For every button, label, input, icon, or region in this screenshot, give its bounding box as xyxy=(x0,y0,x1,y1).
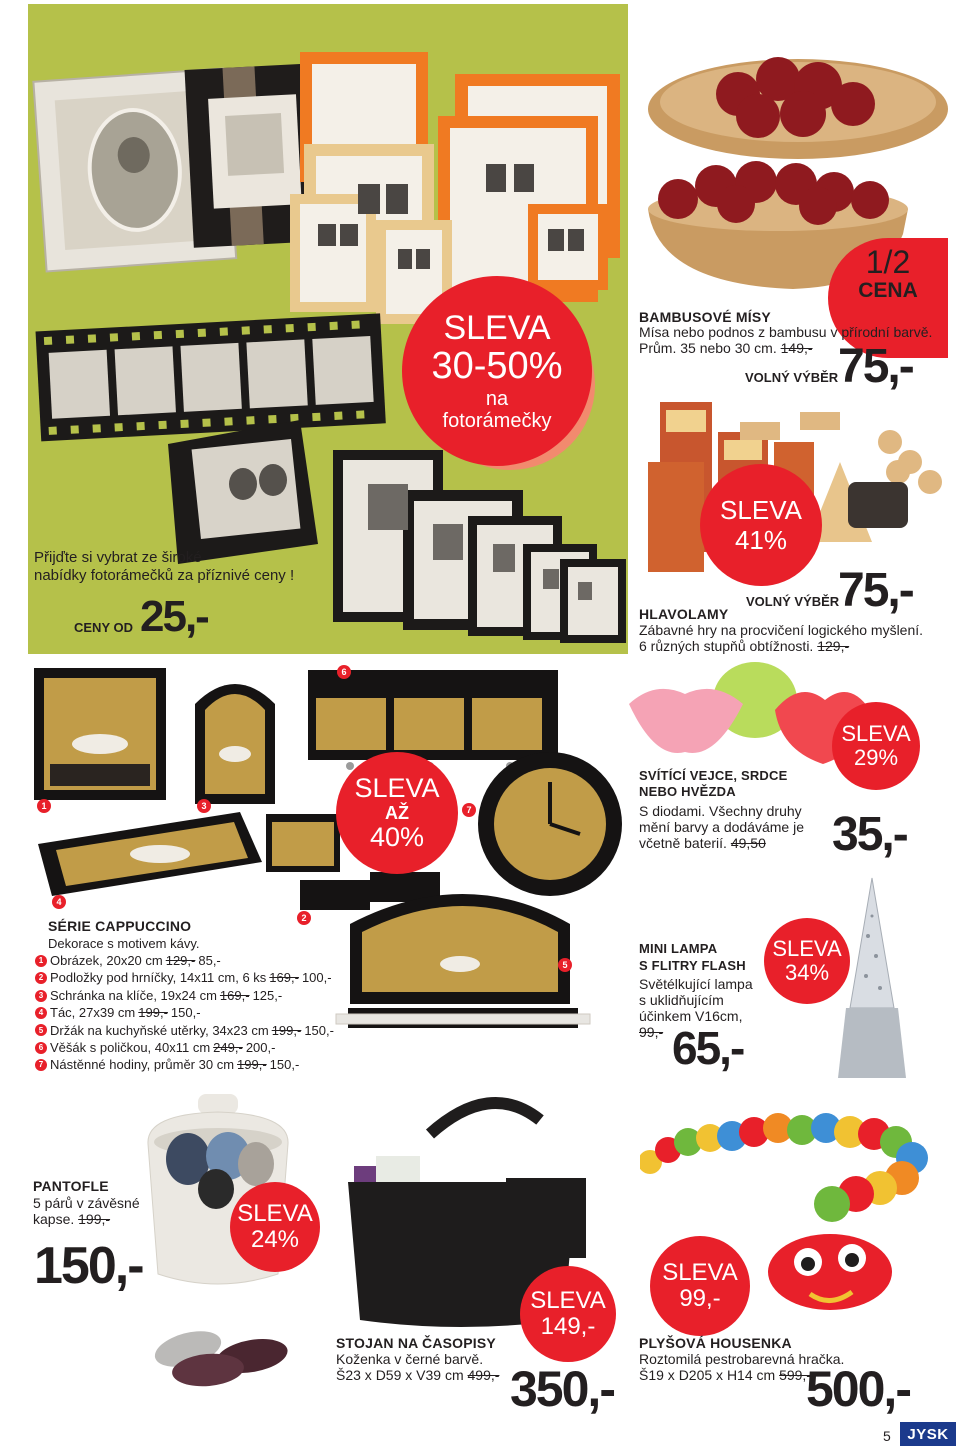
cappuccino-item-list xyxy=(35,952,334,1074)
cappuccino-title: SÉRIE CAPPUCCINO xyxy=(48,918,192,934)
bowls-price-prefix: VOLNÝ VÝBĚR xyxy=(745,370,839,385)
caterpillar-old-price: 599,- xyxy=(779,1367,811,1383)
bowls-old-price: 149,- xyxy=(780,340,813,356)
slippers-title: PANTOFLE xyxy=(33,1178,109,1194)
slippers-discount-badge: SLEVA 24% xyxy=(230,1182,320,1272)
magazine-old-price: 499,- xyxy=(467,1367,500,1383)
cappuccino-marker-7: 7 xyxy=(462,803,476,817)
cappuccino-marker-1: 1 xyxy=(37,799,51,813)
cappuccino-marker-3: 3 xyxy=(197,799,211,813)
puzzles-description: Zábavné hry na procvičení logického myšlení. 6 různých stupňů obtížnosti. 129,- xyxy=(639,622,924,654)
eggs-price: 35,- xyxy=(832,808,907,861)
puzzles-price: 75,- xyxy=(838,564,913,617)
jysk-logo: JYSK xyxy=(900,1422,956,1446)
cappuccino-item: 2 Podložky pod hrníčky, 14x11 cm, 6 ks 169,- 100,- xyxy=(35,969,334,986)
eggs-title: SVÍTÍCÍ VEJCE, SRDCE NEBO HVĚZDA xyxy=(639,768,788,799)
eggs-old-price: 49,50 xyxy=(730,835,766,851)
page-number: 5 xyxy=(883,1428,891,1444)
cappuccino-item: 1 Obrázek, 20x20 cm 129,- 85,- xyxy=(35,952,334,969)
lamp-description: Světélkující lampa s uklidňujícím účinkem V16cm, 99,- xyxy=(639,976,753,1040)
cappuccino-item: 4 Tác, 27x39 cm 199,- 150,- xyxy=(35,1004,334,1021)
magazine-desc-line2: Š23 x D59 x V39 cm 499,- xyxy=(336,1367,500,1383)
cappuccino-item: 5 Držák na kuchyňské utěrky, 34x23 cm 199,- 150,- xyxy=(35,1022,334,1039)
puzzles-desc-line2: 6 různých stupňů obtížnosti. 129,- xyxy=(639,638,850,654)
magazine-price: 350,- xyxy=(510,1361,614,1417)
cappuccino-item: 3 Schránka na klíče, 19x24 cm 169,- 125,- xyxy=(35,987,334,1004)
slippers-desc-line2: kapse. 199,- xyxy=(33,1211,111,1227)
caterpillar-desc-line2: Š19 x D205 x H14 cm 599,- xyxy=(639,1367,811,1383)
frames-description: Přijďte si vybrat ze široké nabídky fotorámečků za příznivé ceny ! xyxy=(34,549,295,584)
slippers-old-price: 199,- xyxy=(78,1211,111,1227)
eggs-desc-line3: včetně baterií. 49,50 xyxy=(639,835,766,851)
lamp-title: MINI LAMPA S FLITRY FLASH xyxy=(639,941,746,973)
puzzles-discount-badge: SLEVA 41% xyxy=(700,464,822,586)
lamp-discount-badge: SLEVA 34% xyxy=(764,918,850,1004)
eggs-discount-badge: SLEVA 29% xyxy=(832,702,920,790)
bowls-title: BAMBUSOVÉ MÍSY xyxy=(639,309,771,325)
cappuccino-marker-4: 4 xyxy=(52,895,66,909)
caterpillar-description: Roztomilá pestrobarevná hračka. Š19 x D205 x H14 cm 599,- xyxy=(639,1351,845,1383)
cappuccino-item: 7 Nástěnné hodiny, průměr 30 cm 199,- 150,- xyxy=(35,1056,334,1073)
frames-price-prefix: CENY OD xyxy=(74,620,133,635)
cappuccino-marker-6: 6 xyxy=(337,665,351,679)
puzzles-title: HLAVOLAMY xyxy=(639,606,729,622)
cappuccino-item: 6 Věšák s poličkou, 40x11 cm 249,- 200,- xyxy=(35,1039,334,1056)
cappuccino-marker-2: 2 xyxy=(297,911,311,925)
eggs-description: S diodami. Všechny druhy mění barvy a dodáváme je včetně baterií. 49,50 xyxy=(639,803,804,851)
bowls-price: 75,- xyxy=(838,340,913,393)
bowls-description: Mísa nebo podnos z bambusu v přírodní barvě. Prům. 35 nebo 30 cm. 149,- xyxy=(639,324,933,356)
bowls-half-price-badge: 1/2 CENA xyxy=(828,238,948,358)
slippers-description: 5 párů v závěsné kapse. 199,- xyxy=(33,1195,140,1227)
puzzles-price-prefix: VOLNÝ VÝBĚR xyxy=(746,594,840,609)
caterpillar-discount-badge: SLEVA 99,- xyxy=(650,1236,750,1336)
cappuccino-discount-badge: SLEVA AŽ 40% xyxy=(336,752,458,874)
caterpillar-title: PLYŠOVÁ HOUSENKA xyxy=(639,1335,792,1351)
magazine-discount-badge: SLEVA 149,- xyxy=(520,1266,616,1362)
frames-price: 25,- xyxy=(140,592,208,641)
cappuccino-marker-5: 5 xyxy=(558,958,572,972)
magazine-description: Koženka v černé barvě. Š23 x D59 x V39 cm 499,- xyxy=(336,1351,500,1383)
caterpillar-price: 500,- xyxy=(806,1361,910,1417)
cappuccino-subtitle: Dekorace s motivem kávy. xyxy=(48,936,200,951)
lamp-price: 65,- xyxy=(672,1022,744,1074)
lamp-old-price: 99,- xyxy=(639,1024,664,1040)
slippers-price: 150,- xyxy=(34,1237,143,1295)
bowls-desc-line2: Prům. 35 nebo 30 cm. 149,- xyxy=(639,340,813,356)
magazine-title: STOJAN NA ČASOPISY xyxy=(336,1335,496,1351)
puzzles-old-price: 129,- xyxy=(817,638,850,654)
frames-discount-badge: SLEVA 30-50% na fotorámečky xyxy=(402,276,592,466)
